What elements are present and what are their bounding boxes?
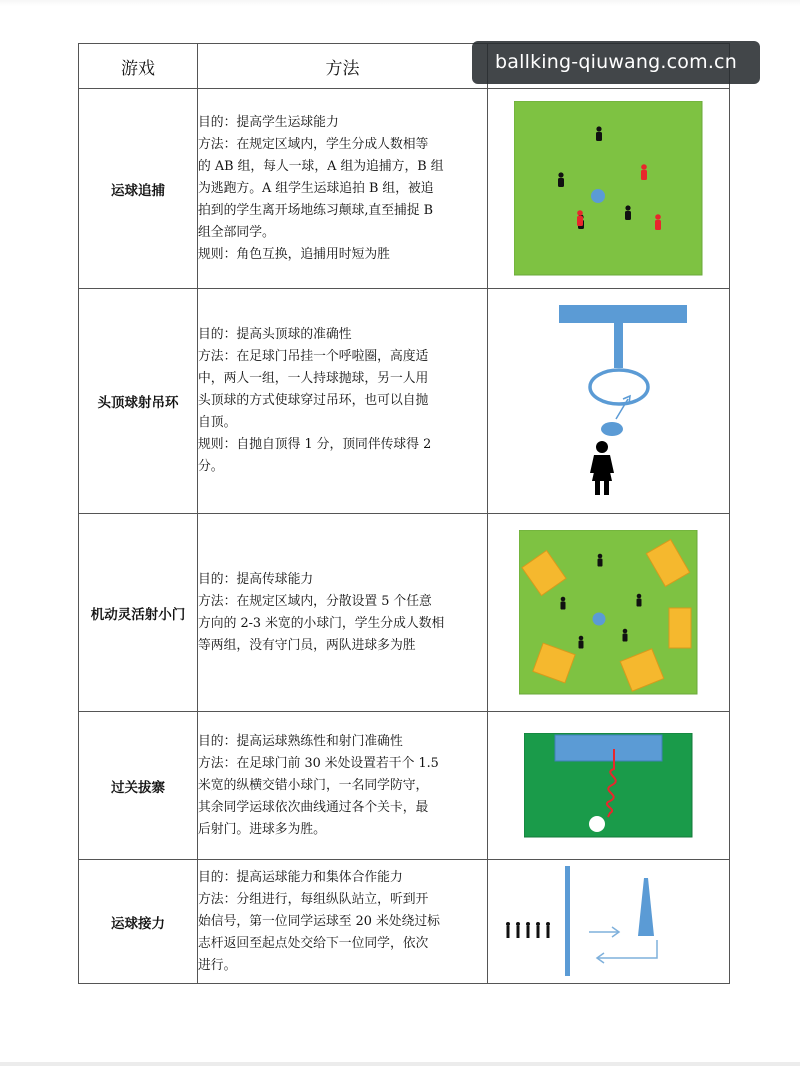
person-icon — [590, 441, 614, 495]
desc-line: 目的：提高运球熟练性和射门准确性 — [198, 733, 403, 749]
watermark-banner: ballking-qiuwang.com.cn — [472, 41, 760, 84]
marker-pole-icon — [638, 878, 654, 936]
games-table — [78, 43, 730, 984]
desc-line: 方法：分组进行，每组纵队站立，听到开 — [198, 891, 429, 907]
diagram-cell — [488, 289, 730, 514]
diagram-cell — [488, 860, 730, 984]
desc-line: 拍到的学生离开场地练习颠球,直至捕捉 B — [198, 202, 434, 218]
game-name: 运球接力 — [79, 860, 198, 984]
desc-line: 规则：自抛自顶得 1 分，顶同伴传球得 2 — [198, 437, 432, 452]
desc-line: 头顶球的方式使球穿过吊环，也可以自抛 — [198, 393, 429, 408]
table-row — [79, 89, 730, 289]
table-row — [79, 860, 730, 984]
table-row — [79, 712, 730, 860]
diagram-cell — [488, 514, 730, 712]
ball-icon — [592, 612, 605, 625]
desc-line: 等两组，没有守门员，两队进球多为胜 — [198, 637, 416, 653]
desc-line: 为逃跑方。A 组学生运球追拍 B 组，被追 — [198, 180, 434, 196]
desc-line: 目的：提高学生运球能力 — [198, 114, 339, 130]
desc-line: 目的：提高头顶球的准确性 — [198, 327, 352, 342]
ball-icon — [589, 816, 605, 832]
table-row — [79, 514, 730, 712]
header-hoop-diagram — [524, 301, 694, 501]
header-game: 游戏 — [79, 44, 198, 89]
desc-line: 方法：在足球门前 30 米处设置若干个 1.5 — [198, 755, 439, 771]
game-name: 过关拔寨 — [79, 712, 198, 860]
ball-icon — [591, 189, 605, 203]
desc-line: 志杆返回至起点处交给下一位同学，依次 — [198, 935, 429, 951]
slalom-shot-field-diagram — [524, 733, 694, 839]
header-method: 方法 — [198, 44, 488, 89]
page-bottom-edge — [0, 1062, 800, 1066]
desc-line: 后射门。进球多为胜。 — [198, 821, 326, 837]
start-line-icon — [565, 866, 570, 976]
relay-dribble-diagram — [494, 864, 724, 980]
diagram-cell — [488, 89, 730, 289]
goal-crossbar-icon — [559, 305, 687, 323]
game-description — [198, 289, 488, 514]
game-name: 头顶球射吊环 — [79, 289, 198, 514]
table-row — [79, 289, 730, 514]
desc-line: 目的：提高运球能力和集体合作能力 — [198, 869, 403, 885]
game-description — [198, 860, 488, 984]
desc-line: 始信号，第一位同学运球至 20 米处绕过标 — [198, 913, 440, 929]
player-queue-icon — [506, 922, 550, 938]
desc-line: 进行。 — [198, 957, 237, 973]
game-name: 机动灵活射小门 — [79, 514, 198, 712]
game-description — [198, 89, 488, 289]
desc-line: 米宽的纵横交错小球门，一名同学防守， — [198, 777, 429, 793]
hoop-icon — [590, 370, 648, 404]
desc-line: 方向的 2-3 米宽的小球门，学生分成人数相 — [198, 615, 445, 631]
desc-line: 自顶。 — [198, 415, 237, 430]
small-goals-field-diagram — [519, 530, 699, 696]
dribble-chase-field-diagram — [514, 101, 704, 277]
desc-line: 方法：在规定区域内，分散设置 5 个任意 — [198, 593, 432, 609]
desc-line: 组全部同学。 — [198, 224, 275, 240]
game-description — [198, 712, 488, 860]
game-description — [198, 514, 488, 712]
goal-icon — [555, 735, 662, 761]
desc-line: 的 AB 组，每人一球，A 组为追捕方，B 组 — [198, 158, 444, 174]
desc-line: 规则：角色互换，追捕用时短为胜 — [198, 246, 390, 262]
desc-line: 方法：在规定区域内，学生分成人数相等 — [198, 136, 429, 152]
desc-line: 目的：提高传球能力 — [198, 571, 314, 587]
desc-line: 其余同学运球依次曲线通过各个关卡，最 — [198, 799, 429, 815]
ball-icon — [601, 422, 623, 436]
desc-line: 中，两人一组，一人持球抛球，另一人用 — [198, 371, 429, 386]
desc-line: 分。 — [198, 459, 224, 474]
game-name: 运球追捕 — [79, 89, 198, 289]
desc-line: 方法：在足球门吊挂一个呼啦圈，高度适 — [198, 349, 429, 364]
diagram-cell — [488, 712, 730, 860]
